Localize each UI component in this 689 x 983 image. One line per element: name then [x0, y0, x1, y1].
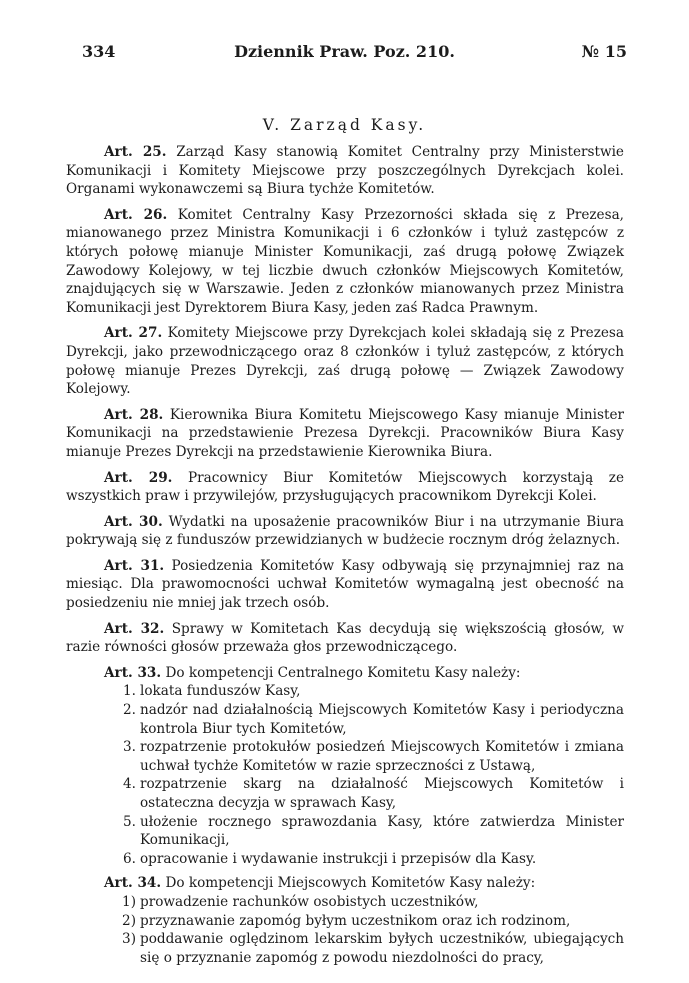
article-33-list [66, 682, 624, 868]
item-text: przyznawanie zapomóg byłym uczestnikom oraz ich rodzinom, [140, 912, 571, 929]
article-27 [66, 324, 624, 398]
page-number: 334 [82, 42, 116, 61]
article-25 [66, 143, 624, 199]
article-text: Wydatki na uposażenie pracowników Biur i na utrzymanie Biura pokrywają się z funduszów przewidzianych w budżecie rocznym dróg żelaznych. [66, 513, 624, 549]
article-number: Art. 29. [104, 469, 173, 486]
article-number: Art. 25. [104, 144, 167, 160]
article-30 [66, 513, 624, 550]
article-number: Art. 26. [104, 206, 168, 223]
article-31 [66, 557, 624, 613]
item-text: ułożenie rocznego sprawozdania Kasy, które zatwierdza Minister Komunikacji, [140, 813, 624, 849]
list-item [66, 775, 624, 812]
item-text: opracowanie i wydawanie instrukcji i przepisów dla Kasy. [140, 850, 537, 867]
article-text: Pracownicy Biur Komitetów Miejscowych korzystają ze wszystkich praw i przywilejów, przysługujących pracownikom Dyrekcji Kolei. [66, 469, 624, 505]
article-number: Art. 31. [104, 557, 165, 574]
document-body [66, 143, 624, 967]
article-34 [66, 874, 624, 893]
article-28 [66, 406, 624, 462]
list-item [66, 738, 624, 775]
list-item [66, 701, 624, 738]
article-text: Komitety Miejscowe przy Dyrekcjach kolei składają się z Prezesa Dyrekcji, jako przewodniczącego oraz 8 członków i tyluż zastępców, z których połowę mianuje Prezes Dyrekcji, zaś drugą połowę — Związek Zawodowy Kolejowy. [66, 325, 624, 398]
article-text: Do kompetencji Miejscowych Komitetów Kasy należy: [165, 875, 536, 892]
list-item [66, 930, 624, 967]
item-number: 2) [122, 912, 136, 929]
list-item [66, 893, 624, 912]
issue-number: № 15 [581, 42, 627, 61]
article-33 [66, 664, 624, 683]
journal-title: Dziennik Praw. Poz. 210. [234, 42, 455, 61]
list-item [66, 912, 624, 931]
item-number: 5. [123, 813, 136, 830]
item-text: nadzór nad działalnością Miejscowych Komitetów Kasy i periodyczna kontrola Biur tych Komitetów, [140, 702, 624, 737]
article-number: Art. 30. [104, 513, 163, 530]
item-text: lokata funduszów Kasy, [140, 683, 301, 700]
article-number: Art. 34. [104, 875, 162, 892]
item-number: 2. [123, 702, 136, 719]
list-item [66, 813, 624, 850]
item-number: 3) [122, 931, 136, 948]
article-32 [66, 620, 624, 657]
item-number: 1) [122, 893, 136, 910]
item-text: prowadzenie rachunków osobistych uczestników, [140, 893, 479, 910]
article-text: Zarząd Kasy stanowią Komitet Centralny przy Ministerstwie Komunikacji i Komitety Miejscowe przy poszczególnych Dyrekcjach kolei. Organami wykonawczemi są Biura tychże Komitetów. [66, 144, 624, 198]
article-text: Komitet Centralny Kasy Przezorności składa się z Prezesa, mianowanego przez Ministra Komunikacji i 6 członków i tyluż zastępców z których połowę mianuje Minister Komunikacji, zaś drugą połowę Związek Zawodowy Kolejowy, w tej liczbie dwuch członków Miejscowych Komitetów, znajdujących się w Warszawie. Jeden z członków mianowanych przez Ministra Komunikacji jest Dyrektorem Biura Kasy, jeden zaś Radca Prawnym. [66, 206, 625, 316]
item-number: 3. [123, 739, 136, 756]
article-text: Kierownika Biura Komitetu Miejscowego Kasy mianuje Minister Komunikacji na przedstawienie Prezesa Dyrekcji. Pracowników Biura Kasy mianuje Prezes Dyrekcji na przedstawienie Kierownika Biura. [66, 406, 625, 460]
list-item [66, 682, 624, 701]
article-number: Art. 32. [104, 620, 165, 637]
article-text: Sprawy w Komitetach Kas decydują się większością głosów, w razie równości głosów przeważa głos przewodniczącego. [66, 620, 624, 656]
item-number: 4. [123, 776, 136, 793]
list-item [66, 850, 624, 869]
item-text: poddawanie oględzinom lekarskim byłych uczestników, ubiegających się o przyznanie zapomóg z powodu niezdolności do pracy, [140, 931, 624, 966]
item-text: rozpatrzenie skarg na działalność Miejscowych Komitetów i ostateczna decyzja w sprawach Kasy, [140, 776, 624, 811]
article-26 [66, 206, 624, 318]
article-text: Do kompetencji Centralnego Komitetu Kasy należy: [165, 664, 521, 681]
article-number: Art. 27. [104, 325, 163, 342]
article-34-list [66, 893, 624, 967]
article-29 [66, 469, 624, 506]
article-number: Art. 33. [104, 664, 162, 681]
article-text: Posiedzenia Komitetów Kasy odbywają się przynajmniej raz na miesiąc. Dla prawomocności uchwał Komitetów wymagalną jest obecność na posiedzeniu nie mniej jak trzech osób. [66, 557, 624, 612]
item-number: 6. [123, 850, 136, 867]
section-title: V. Zarząd Kasy. [262, 116, 427, 134]
article-number: Art. 28. [104, 406, 164, 423]
item-text: rozpatrzenie protokułów posiedzeń Miejscowych Komitetów i zmiana uchwał tychże Komitetów w razie sprzeczności z Ustawą, [140, 739, 624, 774]
page-header [62, 40, 627, 64]
item-number: 1. [123, 683, 136, 700]
